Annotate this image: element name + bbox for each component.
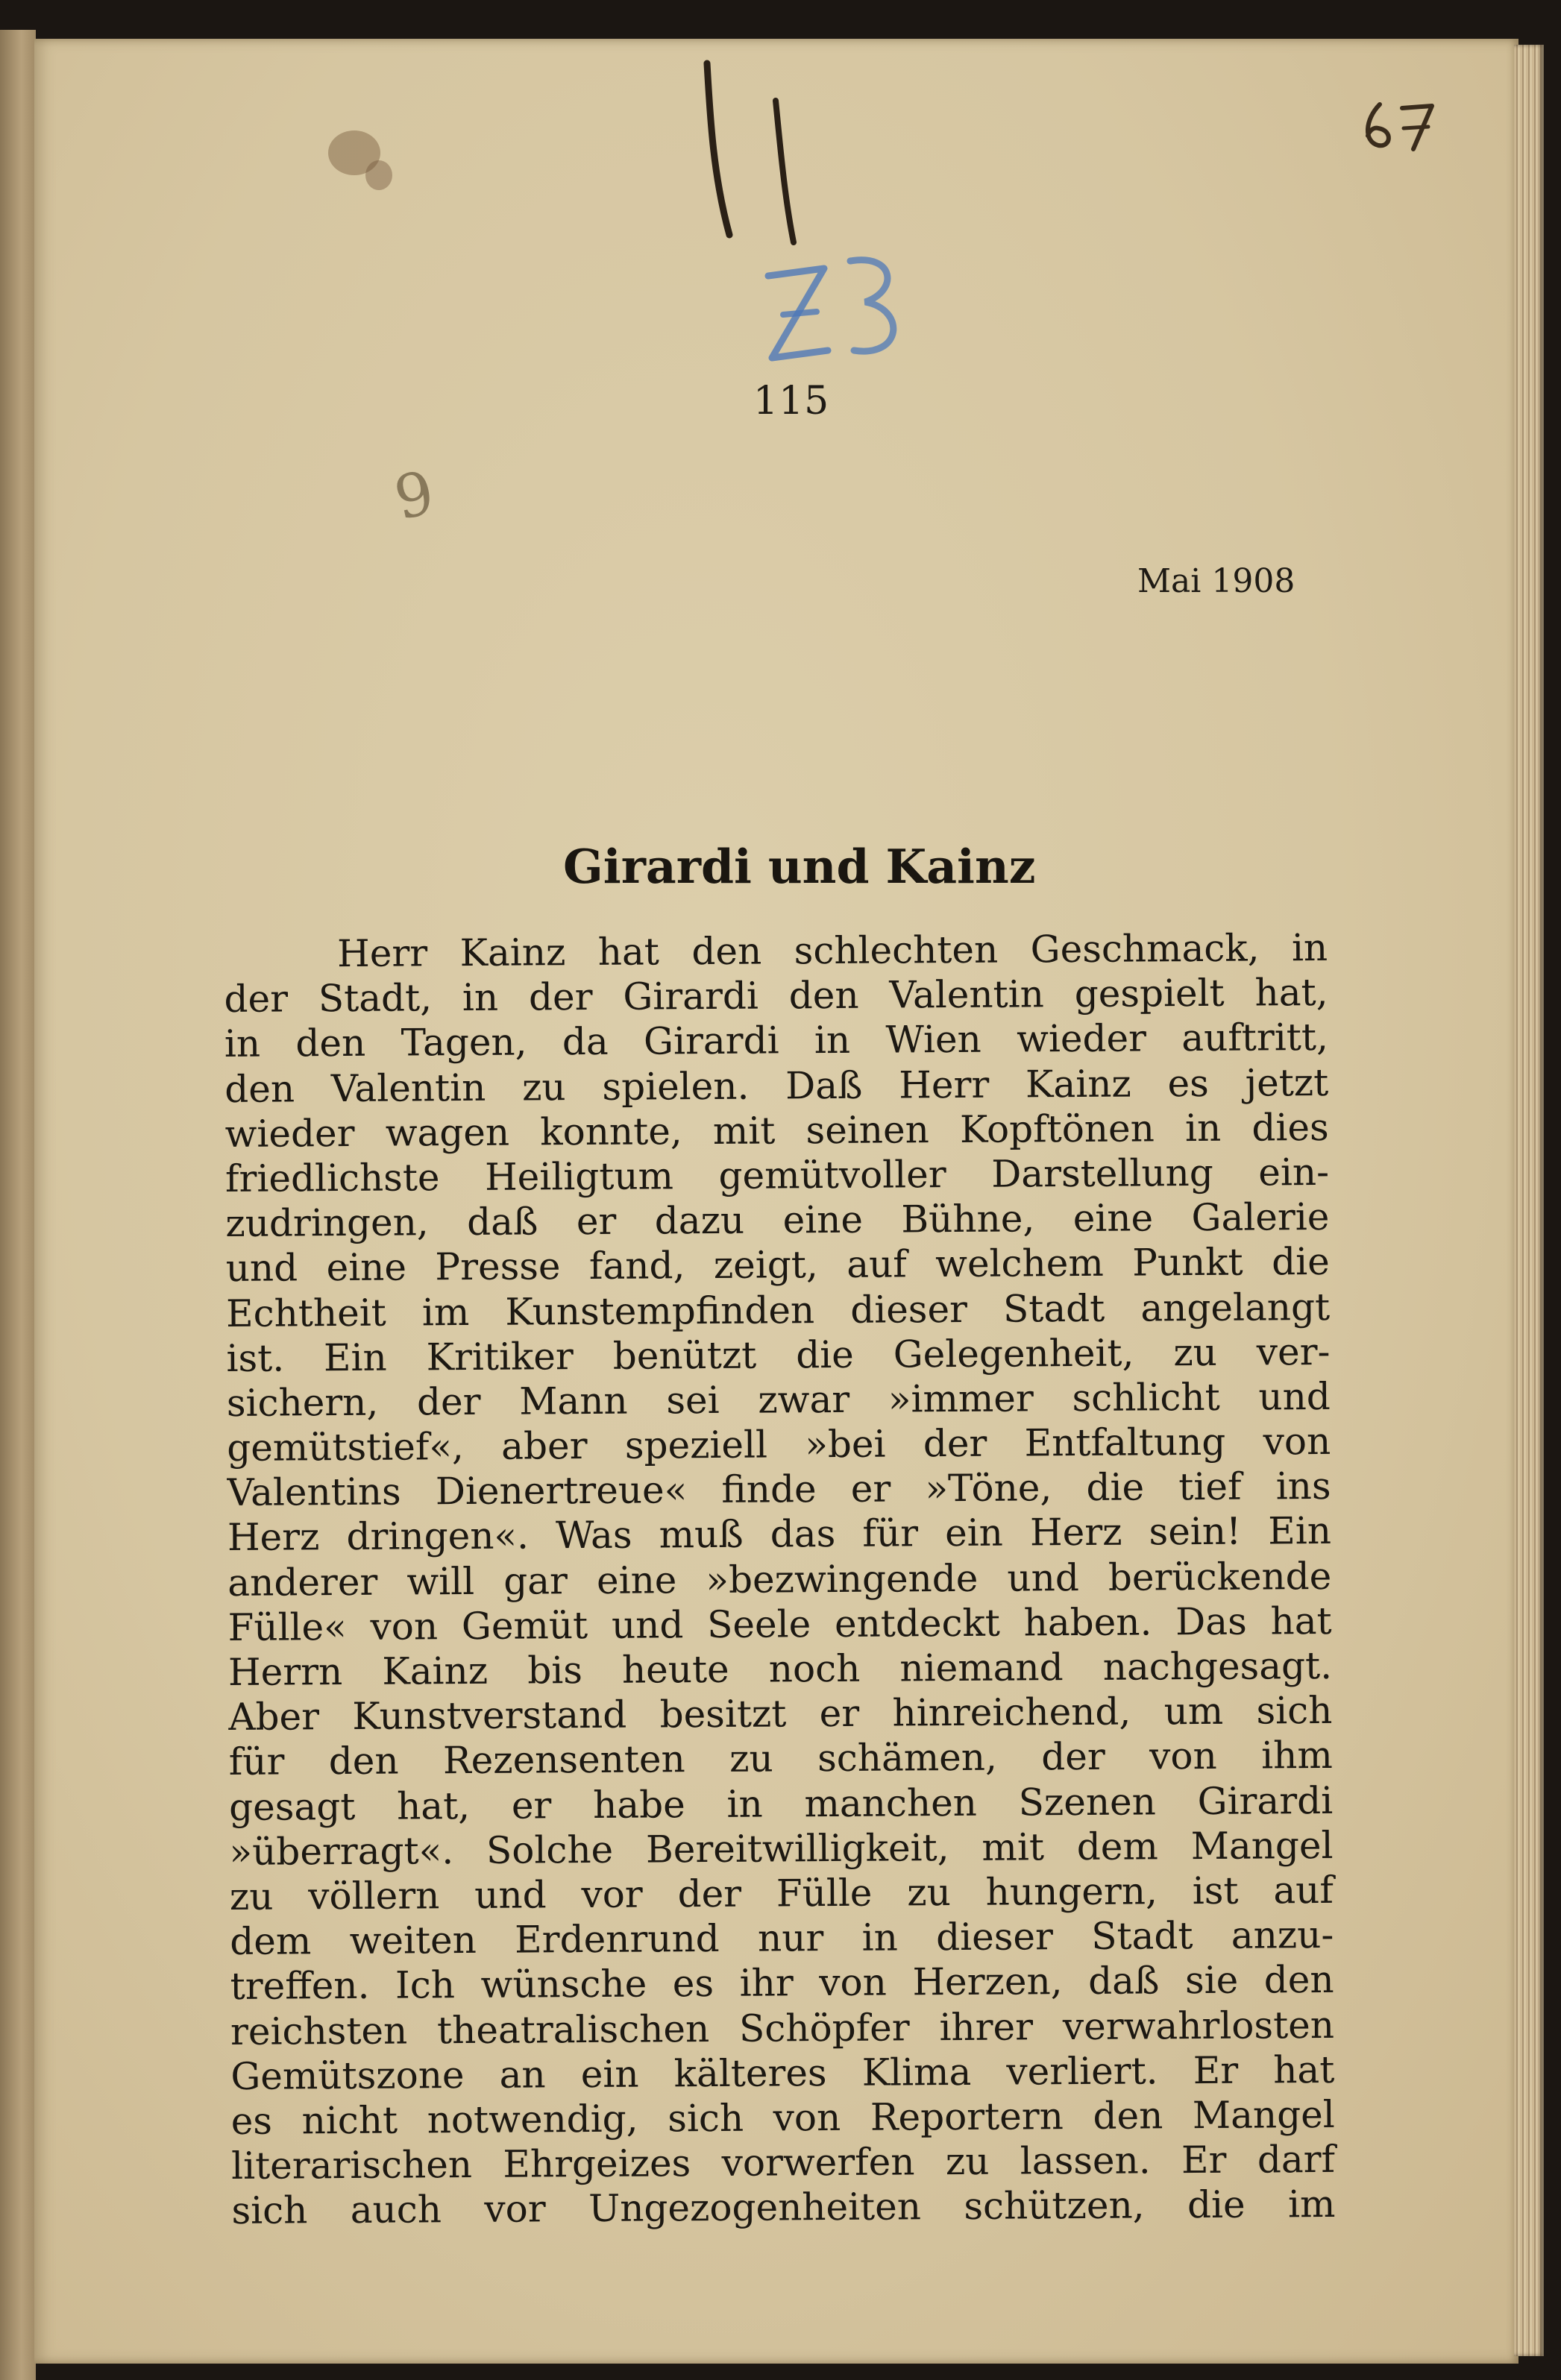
handwritten-folio-number (1357, 89, 1447, 157)
body-line: friedlichste Heiligtum gemütvoller Darstellung ein- (224, 1150, 1330, 1200)
body-line: sichern, der Mann sei zwar »immer schlicht und (226, 1374, 1331, 1425)
blue-pencil-stamp (753, 246, 910, 395)
body-line: dem weiten Erdenrund nur in dieser Stadt anzu- (230, 1913, 1334, 1964)
page-number: 115 (753, 379, 830, 424)
body-line: Aber Kunstverstand besitzt er hinreichend, um sich (228, 1689, 1333, 1740)
body-line: es nicht notwendig, sich von Reportern den Mangel (230, 2092, 1335, 2143)
body-line: Echtheit im Kunstempfinden dieser Stadt angelangt (225, 1285, 1331, 1335)
pencil-note: 9 (388, 457, 441, 534)
body-line: gesagt hat, er habe in manchen Szenen Girardi (228, 1778, 1334, 1829)
body-line: und eine Presse fand, zeigt, auf welchem Punkt die (225, 1240, 1330, 1291)
body-line: Gemütszone an ein kälteres Klima verliert. Er hat (230, 2047, 1335, 2098)
ink-stain-small (365, 160, 392, 190)
body-line: gemütstief«, aber speziell »bei der Entfaltung von (227, 1420, 1331, 1470)
body-line: wieder wagen konnte, mit seinen Kopftönen in dies (224, 1105, 1329, 1156)
previous-page-edge (0, 30, 36, 2380)
body-line: in den Tagen, da Girardi in Wien wieder auftritt, (224, 1016, 1329, 1066)
body-line: Herz dringen«. Was muß das für ein Herz sein! Ein (227, 1509, 1332, 1560)
body-line: literarischen Ehrgeizes vorwerfen zu lassen. Er darf (230, 2137, 1336, 2188)
body-line: Herrn Kainz bis heute noch niemand nachgesagt. (227, 1643, 1333, 1694)
article-body (224, 925, 1336, 2233)
body-line: treffen. Ich wünsche es ihr von Herzen, daß sie den (230, 1958, 1334, 2009)
body-line: für den Rezensenten zu schämen, der von ihm (228, 1734, 1333, 1784)
handwritten-double-stroke (694, 56, 828, 250)
body-line: Fülle« von Gemüt und Seele entdeckt haben. Das hat (227, 1599, 1332, 1649)
date-line: Mai 1908 (1137, 562, 1295, 600)
body-line: anderer will gar eine »bezwingende und berückende (227, 1554, 1332, 1605)
body-line: zu völlern und vor der Fülle zu hungern, ist auf (229, 1868, 1334, 1918)
body-line: der Stadt, in der Girardi den Valentin gespielt hat, (224, 971, 1328, 1021)
body-line: Valentins Dienertreue« finde er »Töne, die tief ins (227, 1464, 1331, 1515)
article-title: Girardi und Kainz (563, 839, 1036, 894)
body-line: den Valentin zu spielen. Daß Herr Kainz es jetzt (224, 1060, 1329, 1111)
body-line: Herr Kainz hat den schlechten Geschmack, in (337, 925, 1328, 976)
page-block-edges (1514, 45, 1544, 2356)
body-line: zudringen, daß er dazu eine Bühne, eine Galerie (225, 1195, 1330, 1246)
body-line: reichsten theatralischen Schöpfer ihrer verwahrlosten (230, 2003, 1335, 2053)
body-line: »überragt«. Solche Bereitwilligkeit, mit dem Mangel (229, 1823, 1334, 1874)
body-line: ist. Ein Kritiker benützt die Gelegenheit, zu ver- (226, 1329, 1331, 1380)
body-line: sich auch vor Ungezogenheiten schützen, die im (231, 2182, 1336, 2233)
